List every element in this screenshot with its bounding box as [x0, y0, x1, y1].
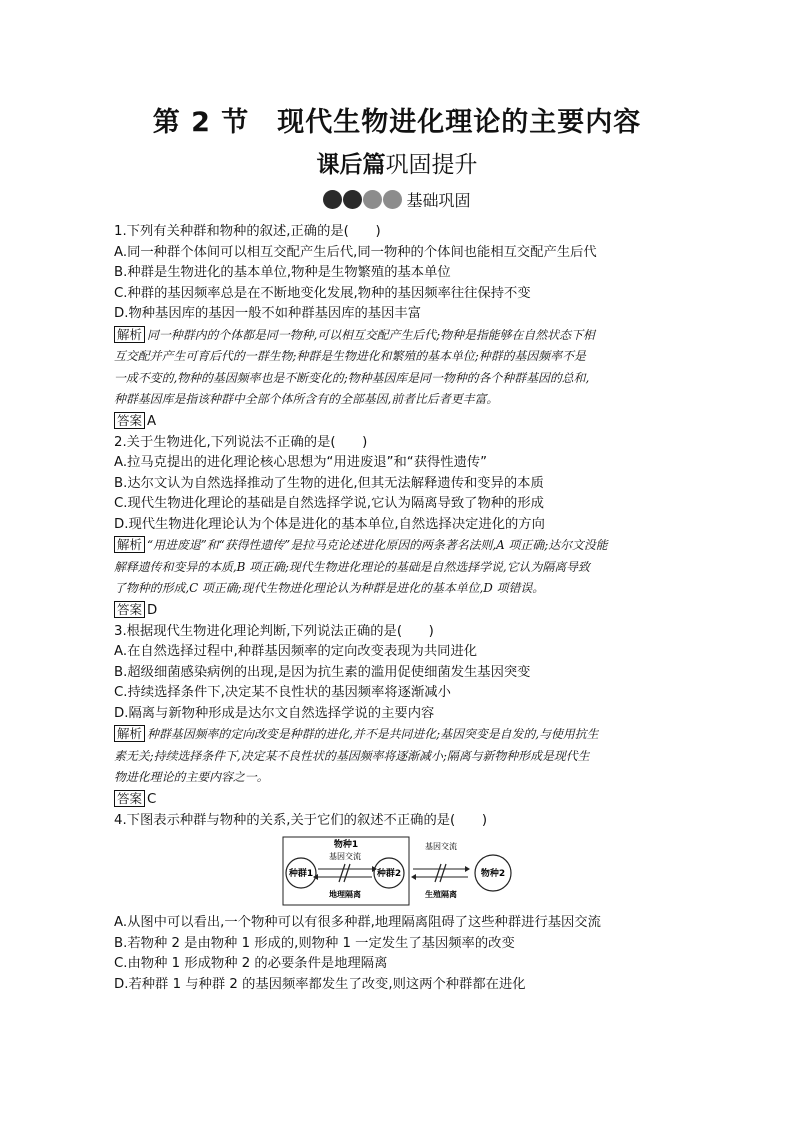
- analysis-tag: 解析: [114, 536, 145, 553]
- question-1: [114, 222, 684, 433]
- answer-value: D: [147, 602, 158, 618]
- option-b: B.超级细菌感染病例的出现,是因为抗生素的滥用促使细菌发生基因突变: [114, 664, 531, 680]
- question-stem: 3.根据现代生物进化理论判断,下列说法正确的是( ): [114, 623, 434, 639]
- option-a: A.从图中可以看出,一个物种可以有很多种群,地理隔离阻碍了这些种群进行基因交流: [114, 915, 601, 930]
- species1-label: 物种1: [333, 840, 359, 850]
- answer-tag: 答案: [114, 601, 145, 618]
- answer-block: [114, 411, 684, 433]
- question-4: [114, 811, 684, 996]
- barrier-slash-icon: [435, 864, 441, 882]
- arrowhead-icon: [465, 866, 470, 872]
- barrier-slash-icon: [339, 864, 345, 882]
- level-dot-icon: [363, 190, 382, 209]
- option-d: D.物种基因库的基因一般不如种群基因库的基因丰富: [114, 306, 421, 321]
- species-diagram: [114, 835, 684, 907]
- analysis-line: 素无关;持续选择条件下,决定某不良性状的基因频率将逐渐减小;隔离与新物种形成是现代生: [114, 748, 590, 763]
- level-dot-icon: [343, 190, 362, 209]
- answer-tag: 答案: [114, 412, 145, 429]
- question-stem: 2.关于生物进化,下列说法不正确的是( ): [114, 434, 368, 450]
- arrowhead-icon: [411, 874, 416, 880]
- option-b: B.若物种 2 是由物种 1 形成的,则物种 1 一定发生了基因频率的改变: [114, 935, 515, 951]
- analysis-line: 同一种群内的个体都是同一物种,可以相互交配产生后代;物种是指能够在自然状态下相: [147, 327, 595, 342]
- analysis-line: “用进废退”和“获得性遗传”是拉马克论述进化原因的两条著名法则,A 项正确;达尔文没能: [147, 538, 608, 552]
- species-population-diagram: [281, 835, 517, 907]
- option-d: D.现代生物进化理论认为个体是进化的基本单位,自然选择决定进化的方向: [114, 516, 545, 532]
- subtitle-bold: 课后篇: [316, 152, 386, 178]
- analysis-line: 物进化理论的主要内容之一。: [114, 770, 269, 784]
- analysis-line: 互交配并产生可育后代的一群生物;种群是生物进化和繁殖的基本单位;种群的基因频率不是: [114, 349, 586, 363]
- analysis-line: 了物种的形成,C 项正确;现代生物进化理论认为种群是进化的基本单位,D 项错误。: [114, 581, 545, 595]
- question-list: [114, 222, 684, 995]
- question-stem: 4.下图表示种群与物种的关系,关于它们的叙述不正确的是( ): [114, 812, 488, 828]
- analysis-line: 种群基因频率的定向改变是种群的进化,并不是共同进化;基因突变是自发的,与使用抗生: [147, 727, 599, 741]
- gene-flow-label: 基因交流: [329, 852, 361, 861]
- option-c: C.由物种 1 形成物种 2 的必要条件是地理隔离: [114, 956, 388, 971]
- question-2: [114, 433, 684, 622]
- analysis-line: 解释遗传和变异的本质,B 项正确;现代生物进化理论的基础是自然选择学说,它认为隔离导致: [114, 559, 590, 574]
- section-subtitle: [0, 146, 794, 179]
- option-c: C.种群的基因频率总是在不断地变化发展,物种的基因频率往往保持不变: [114, 285, 531, 301]
- option-b: B.达尔文认为自然选择推动了生物的进化,但其无法解释遗传和变异的本质: [114, 475, 544, 491]
- analysis-block: [114, 325, 684, 411]
- species2-label: 物种2: [480, 869, 506, 879]
- barrier-slash-icon: [344, 864, 350, 882]
- option-d: D.若种群 1 与种群 2 的基因频率都发生了改变,则这两个种群都在进化: [114, 976, 526, 992]
- answer-block: [114, 789, 684, 811]
- subtitle-normal: 巩固提升: [385, 152, 478, 178]
- level-dot-icon: [323, 190, 342, 209]
- answer-tag: 答案: [114, 790, 145, 807]
- answer-value: A: [147, 413, 157, 429]
- barrier-slash-icon: [440, 864, 446, 882]
- analysis-tag: 解析: [114, 725, 145, 742]
- geo-isolation-label: 地理隔离: [329, 890, 361, 899]
- option-a: A.拉马克提出的进化理论核心思想为“用进废退”和“获得性遗传”: [114, 455, 488, 470]
- option-c: C.持续选择条件下,决定某不良性状的基因频率将逐渐减小: [114, 685, 451, 700]
- level-label: 基础巩固: [406, 191, 471, 210]
- option-a: A.同一种群个体间可以相互交配产生后代,同一物种的个体间也能相互交配产生后代: [114, 244, 597, 260]
- answer-value: C: [147, 791, 157, 807]
- option-d: D.隔离与新物种形成是达尔文自然选择学说的主要内容: [114, 705, 435, 721]
- page-title: 第 2 节 现代生物进化理论的主要内容: [152, 107, 642, 138]
- gene-flow-label: 基因交流: [425, 842, 457, 851]
- population2-label: 种群2: [376, 869, 402, 879]
- population1-label: 种群1: [288, 869, 314, 879]
- repro-isolation-label: 生殖隔离: [425, 890, 457, 899]
- analysis-line: 一成不变的,物种的基因频率也是不断变化的;物种基因库是同一物种的各个种群基因的总和,: [114, 370, 590, 385]
- option-b: B.种群是生物进化的基本单位,物种是生物繁殖的基本单位: [114, 265, 451, 280]
- question-stem: 1.下列有关种群和物种的叙述,正确的是( ): [114, 224, 381, 239]
- level-dot-icon: [383, 190, 402, 209]
- difficulty-level: [0, 188, 794, 211]
- analysis-block: [114, 535, 684, 600]
- option-c: C.现代生物进化理论的基础是自然选择学说,它认为隔离导致了物种的形成: [114, 496, 544, 511]
- analysis-block: [114, 724, 684, 789]
- analysis-line: 种群基因库是指该种群中全部个体所含有的全部基因,前者比后者更丰富。: [114, 392, 499, 406]
- answer-block: [114, 600, 684, 622]
- question-3: [114, 622, 684, 811]
- option-a: A.在自然选择过程中,种群基因频率的定向改变表现为共同进化: [114, 644, 478, 659]
- analysis-tag: 解析: [114, 326, 145, 343]
